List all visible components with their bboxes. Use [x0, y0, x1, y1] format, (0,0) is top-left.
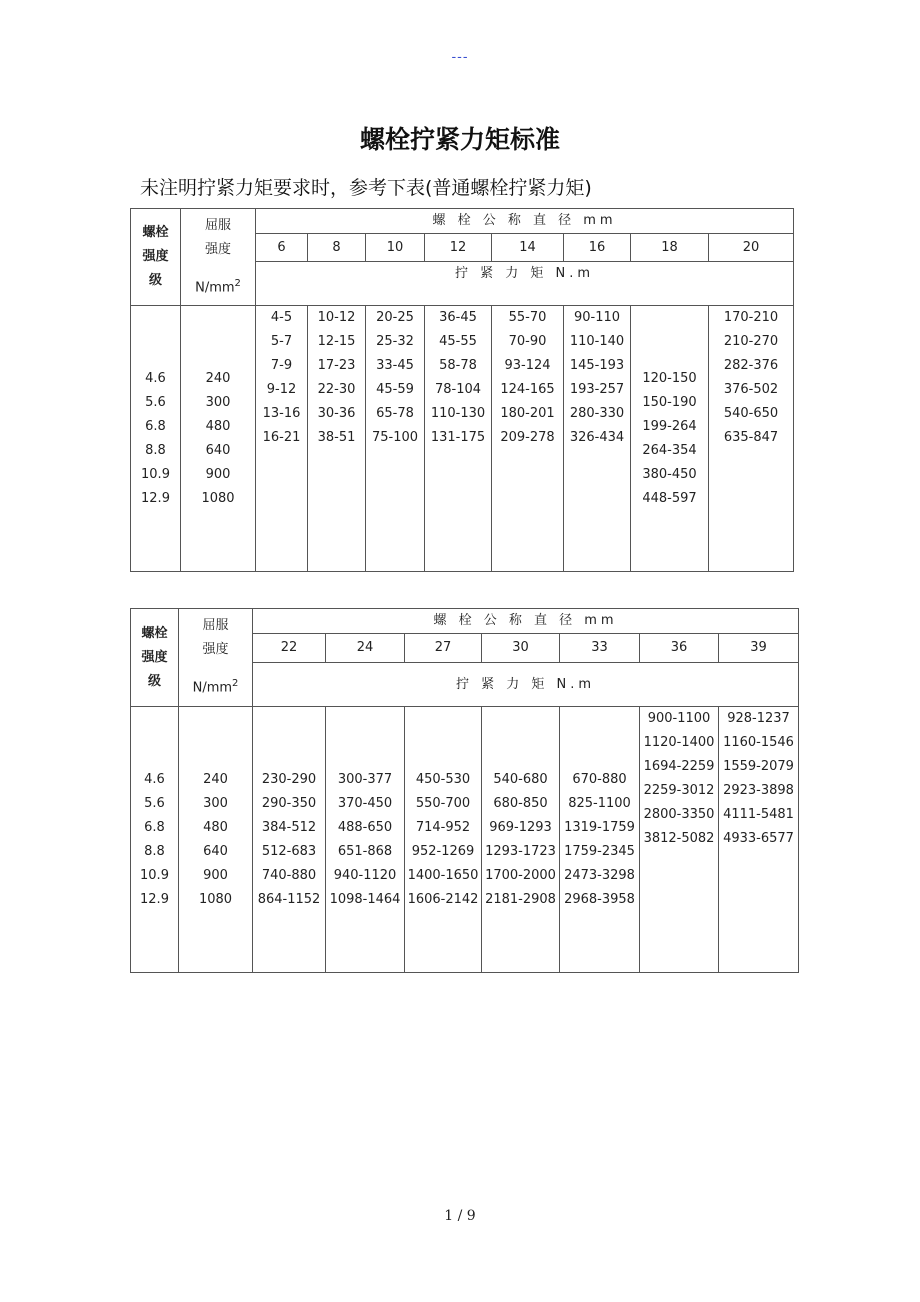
torque-cell-value: 9-12 — [266, 382, 297, 397]
torque-cell-value: 16-21 — [262, 430, 301, 445]
grade-cell — [131, 707, 179, 973]
torque-cell-value: 1160-1546 — [723, 735, 794, 750]
grade-cell-value: 5.6 — [144, 795, 165, 811]
torque-cell — [709, 306, 794, 572]
torque-cell-value: 1120-1400 — [643, 735, 715, 750]
yield-cell-value: 640 — [205, 442, 231, 458]
torque-cell-value: 280-330 — [569, 406, 625, 421]
nominal-diameter-header: 螺 栓 公 称 直 径 mm — [253, 609, 799, 634]
torque-cell-value: 10-12 — [317, 310, 356, 325]
torque-cell-value: 550-700 — [415, 795, 471, 811]
torque-cell-value: 12-15 — [317, 334, 356, 349]
table-row — [131, 306, 794, 572]
torque-cell-value: 124-165 — [500, 382, 555, 397]
torque-cell-value: 58-78 — [439, 358, 477, 373]
torque-cell — [256, 306, 308, 572]
torque-cell-value: 376-502 — [723, 382, 779, 397]
torque-cell-value: 2800-3350 — [643, 807, 715, 822]
torque-cell-value: 4933-6577 — [723, 831, 794, 846]
table-row — [131, 707, 799, 973]
diameter-cell: 10 — [366, 234, 425, 262]
yield-cell-value: 640 — [203, 843, 228, 859]
torque-cell-value: 17-23 — [317, 358, 356, 373]
torque-cell-value: 38-51 — [317, 430, 356, 445]
torque-cell-value: 145-193 — [569, 358, 625, 373]
torque-cell-value: 193-257 — [569, 382, 625, 397]
torque-cell — [564, 306, 631, 572]
torque-cell-value: 2473-3298 — [564, 867, 635, 883]
torque-cell-value: 635-847 — [723, 430, 779, 445]
torque-cell — [366, 306, 425, 572]
torque-cell-value: 131-175 — [430, 430, 486, 445]
torque-cell-value: 651-868 — [337, 843, 393, 859]
torque-cell — [640, 707, 719, 973]
torque-cell-value: 36-45 — [439, 310, 477, 325]
torque-cell-value: 13-16 — [262, 406, 301, 421]
yield-cell-value: 1080 — [198, 891, 233, 907]
torque-cell-value: 20-25 — [376, 310, 414, 325]
torque-cell-value: 282-376 — [723, 358, 779, 373]
torque-cell-value: 969-1293 — [489, 819, 552, 835]
torque-cell-value: 680-850 — [493, 795, 548, 811]
torque-cell — [405, 707, 482, 973]
torque-cell-value: 93-124 — [504, 358, 551, 373]
torque-cell-value: 540-680 — [493, 771, 548, 787]
torque-cell-value: 928-1237 — [727, 711, 790, 726]
yield-cell — [181, 306, 256, 572]
grade-cell-value: 6.8 — [144, 819, 165, 835]
torque-cell-value: 264-354 — [642, 442, 697, 458]
torque-cell-value: 55-70 — [508, 310, 547, 325]
torque-cell-value: 45-59 — [376, 382, 414, 397]
diameter-cell: 36 — [640, 634, 719, 663]
torque-cell-value: 7-9 — [270, 358, 293, 373]
torque-cell-value: 120-150 — [642, 370, 697, 386]
torque-cell-value: 150-190 — [642, 394, 697, 410]
torque-cell — [492, 306, 564, 572]
torque-cell-value: 370-450 — [337, 795, 393, 811]
torque-cell-value: 4111-5481 — [723, 807, 794, 822]
torque-cell-value: 1700-2000 — [485, 867, 556, 883]
torque-cell-value: 65-78 — [376, 406, 414, 421]
grade-cell-value: 4.6 — [145, 370, 166, 386]
torque-cell-value: 740-880 — [261, 867, 317, 883]
torque-cell-value: 1559-2079 — [723, 759, 794, 774]
torque-cell-value: 5-7 — [270, 334, 293, 349]
torque-cell-value: 670-880 — [572, 771, 627, 787]
torque-cell — [425, 306, 492, 572]
grade-cell-value: 4.6 — [144, 771, 165, 787]
grade-cell-value: 10.9 — [141, 466, 170, 482]
torque-cell-value: 2259-3012 — [643, 783, 715, 798]
diameter-cell: 33 — [560, 634, 640, 663]
torque-cell-value: 300-377 — [337, 771, 393, 787]
torque-cell-value: 4-5 — [270, 310, 293, 325]
torque-cell-value: 1293-1723 — [485, 843, 556, 859]
torque-cell-value: 714-952 — [415, 819, 471, 835]
torque-cell-value: 2181-2908 — [485, 891, 556, 907]
torque-cell-value: 22-30 — [317, 382, 356, 397]
grade-header: 螺栓强度级 — [131, 209, 181, 306]
torque-header: 拧 紧 力 矩 N.m — [256, 262, 794, 306]
torque-cell-value: 1319-1759 — [564, 819, 635, 835]
yield-cell-value: 480 — [203, 819, 228, 835]
torque-cell-value: 230-290 — [261, 771, 317, 787]
header-mark: --- — [451, 50, 469, 65]
page-number: 1 / 9 — [444, 1208, 476, 1224]
torque-cell-value: 488-650 — [337, 819, 393, 835]
yield-header: 屈服 强度 $N/mm^2$ — [179, 609, 253, 707]
torque-cell-value: 1694-2259 — [643, 759, 715, 774]
torque-cell-value: 512-683 — [261, 843, 317, 859]
torque-cell — [719, 707, 799, 973]
torque-cell-value: 25-32 — [376, 334, 414, 349]
torque-cell-value: 1606-2142 — [407, 891, 479, 907]
grade-header: 螺栓强度级 — [131, 609, 179, 707]
torque-cell — [253, 707, 326, 973]
torque-cell-value: 448-597 — [642, 490, 697, 506]
torque-cell-value: 825-1100 — [568, 795, 631, 811]
grade-cell-value: 6.8 — [145, 418, 166, 434]
grade-cell-value: 5.6 — [145, 394, 166, 410]
torque-cell — [326, 707, 405, 973]
torque-cell-value: 78-104 — [434, 382, 482, 397]
diameter-cell: 6 — [256, 234, 308, 262]
torque-cell — [560, 707, 640, 973]
torque-cell-value: 952-1269 — [411, 843, 475, 859]
nominal-diameter-header: 螺 栓 公 称 直 径 mm — [256, 209, 794, 234]
yield-cell-value: 1080 — [201, 490, 235, 506]
torque-cell-value: 864-1152 — [257, 891, 321, 907]
torque-cell-value: 199-264 — [642, 418, 697, 434]
page-subtitle: 未注明拧紧力矩要求时，参考下表(普通螺栓拧紧力矩) — [140, 177, 592, 199]
torque-table-1 — [130, 208, 794, 572]
grade-cell — [131, 306, 181, 572]
yield-cell-value: 300 — [205, 394, 231, 410]
torque-cell-value: 110-130 — [430, 406, 486, 421]
diameter-cell: 12 — [425, 234, 492, 262]
diameter-cell: 22 — [253, 634, 326, 663]
torque-cell — [308, 306, 366, 572]
diameter-cell: 14 — [492, 234, 564, 262]
diameter-cell: 20 — [709, 234, 794, 262]
torque-cell-value: 384-512 — [261, 819, 317, 835]
torque-cell-value: 70-90 — [508, 334, 547, 349]
torque-cell-value: 30-36 — [317, 406, 356, 421]
torque-cell-value: 290-350 — [261, 795, 317, 811]
diameter-cell: 27 — [405, 634, 482, 663]
torque-cell-value: 2968-3958 — [564, 891, 635, 907]
torque-cell-value: 210-270 — [723, 334, 779, 349]
diameter-cell: 16 — [564, 234, 631, 262]
yield-cell-value: 300 — [203, 795, 228, 811]
diameter-cell: 18 — [631, 234, 709, 262]
torque-cell-value: 209-278 — [500, 430, 555, 445]
torque-cell-value: 450-530 — [415, 771, 471, 787]
grade-cell-value: 8.8 — [145, 442, 166, 458]
torque-cell-value: 1759-2345 — [564, 843, 635, 859]
torque-cell-value: 75-100 — [371, 430, 419, 445]
yield-cell — [179, 707, 253, 973]
torque-cell-value: 1098-1464 — [329, 891, 401, 907]
diameter-cell: 39 — [719, 634, 799, 663]
torque-cell-value: 3812-5082 — [643, 831, 715, 846]
grade-cell-value: 12.9 — [140, 891, 169, 907]
torque-cell-value: 1400-1650 — [407, 867, 479, 883]
torque-cell-value: 900-1100 — [647, 711, 711, 726]
torque-cell — [631, 306, 709, 572]
torque-table-2 — [130, 608, 799, 973]
yield-cell-value: 900 — [205, 466, 231, 482]
torque-cell-value: 940-1120 — [333, 867, 397, 883]
yield-cell-value: 900 — [203, 867, 228, 883]
yield-cell-value: 240 — [203, 771, 228, 787]
diameter-cell: 30 — [482, 634, 560, 663]
diameter-cell: 8 — [308, 234, 366, 262]
grade-cell-value: 12.9 — [141, 490, 170, 506]
yield-cell-value: 240 — [205, 370, 231, 386]
grade-cell-value: 8.8 — [144, 843, 165, 859]
torque-cell-value: 170-210 — [723, 310, 779, 325]
torque-cell-value: 90-110 — [573, 310, 621, 325]
torque-cell-value: 380-450 — [642, 466, 697, 482]
yield-cell-value: 480 — [205, 418, 231, 434]
torque-cell-value: 45-55 — [439, 334, 477, 349]
torque-cell-value: 180-201 — [500, 406, 555, 421]
torque-cell-value: 326-434 — [569, 430, 625, 445]
diameter-cell: 24 — [326, 634, 405, 663]
torque-cell-value: 33-45 — [376, 358, 414, 373]
torque-cell — [482, 707, 560, 973]
torque-cell-value: 540-650 — [723, 406, 779, 421]
torque-cell-value: 110-140 — [569, 334, 625, 349]
torque-cell-value: 2923-3898 — [723, 783, 794, 798]
yield-header: 屈服 强度 $N/mm^2$ — [181, 209, 256, 306]
torque-header: 拧 紧 力 矩 N.m — [253, 663, 799, 707]
page-title: 螺栓拧紧力矩标准 — [359, 125, 560, 154]
grade-cell-value: 10.9 — [140, 867, 169, 883]
